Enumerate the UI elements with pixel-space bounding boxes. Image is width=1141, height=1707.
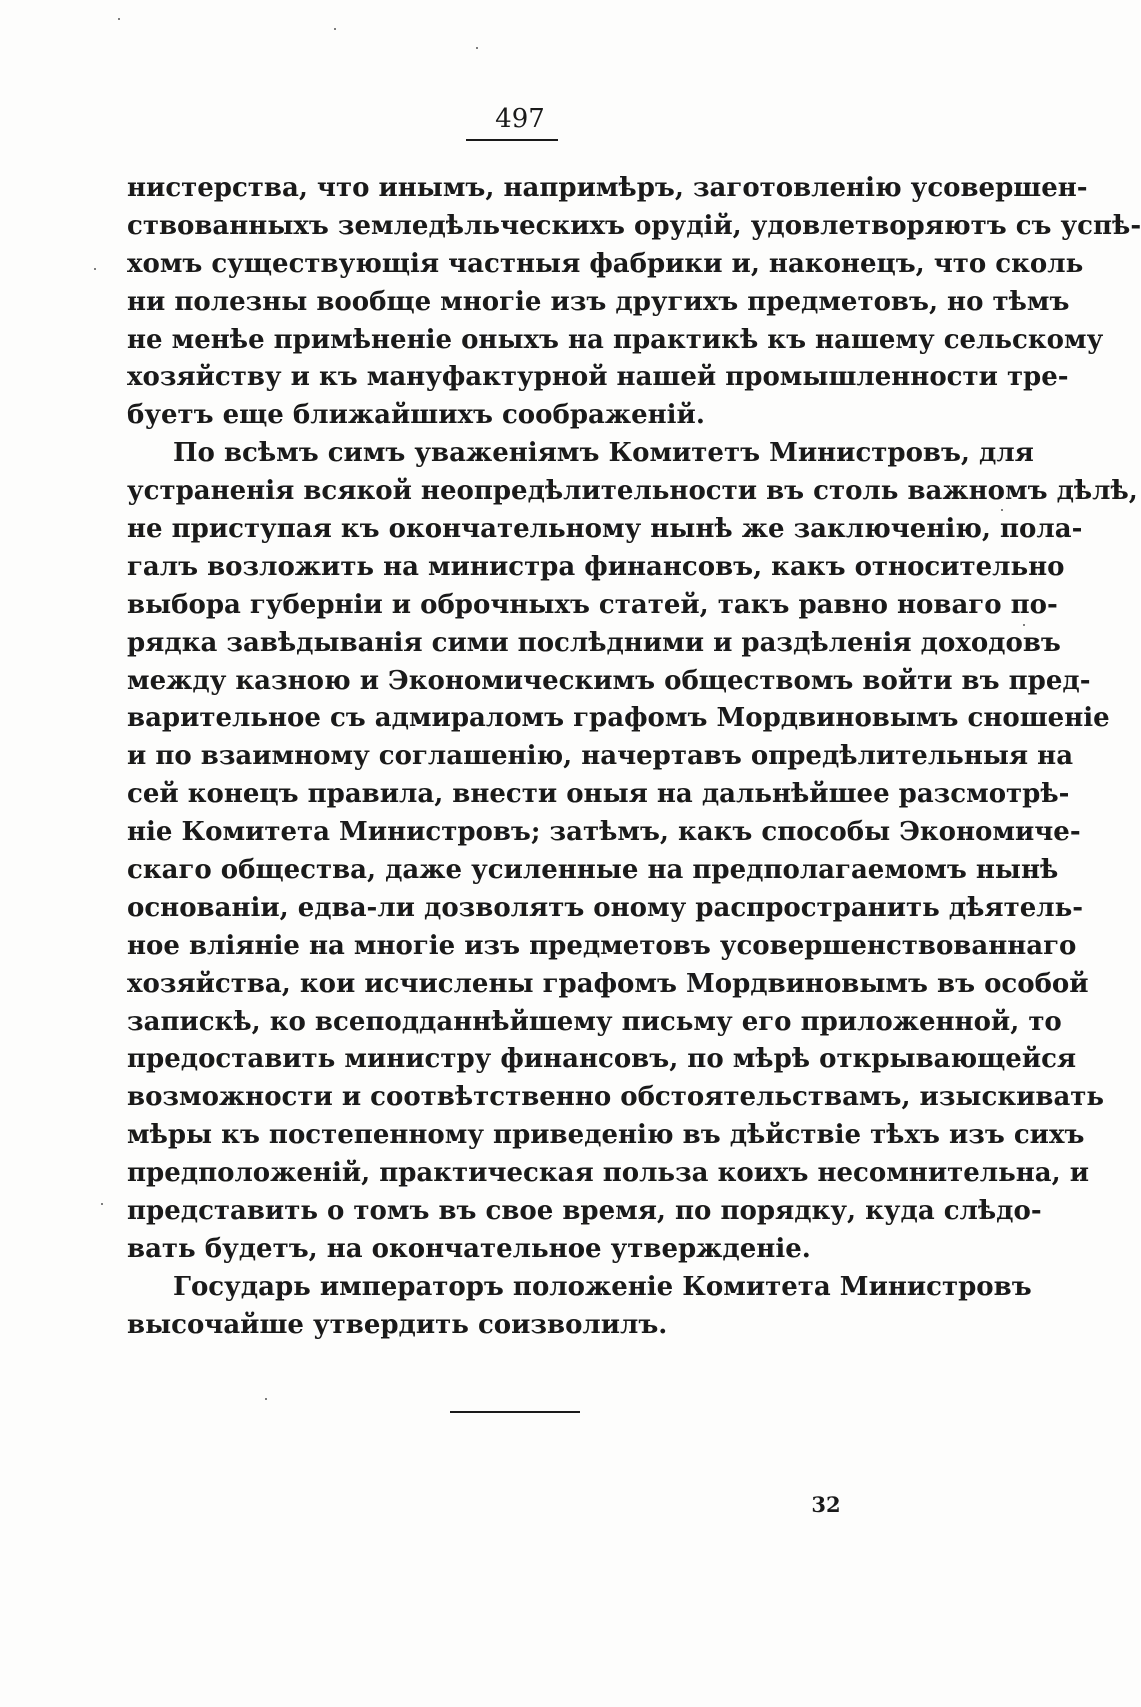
text-line: вать будетъ, на окончательное утвержденіе.	[127, 1233, 811, 1264]
scan-speck	[118, 18, 120, 20]
text-line: ни полезны вообще многіе изъ другихъ предметовъ, но тѣмъ	[127, 286, 1070, 317]
scan-speck	[101, 1203, 103, 1205]
text-line: буетъ еще ближайшихъ соображеній.	[127, 400, 705, 431]
text-line: сей конецъ правила, внести оныя на дальнѣйшее разсмотрѣ-	[127, 779, 1070, 810]
text-line: запискѣ, ко всеподданнѣйшему письму его приложенной, то	[127, 1006, 1062, 1037]
text-line: хозяйства, кои исчислены графомъ Мордвиновымъ въ особой	[127, 968, 1089, 999]
text-line: варительное съ адмираломъ графомъ Мордвиновымъ сношеніе	[127, 703, 1110, 734]
paragraph	[127, 435, 1138, 1269]
scan-speck	[476, 47, 478, 49]
text-line: мѣры къ постепенному приведенію въ дѣйствіе тѣхъ изъ сихъ	[127, 1120, 1085, 1151]
scan-speck	[1001, 509, 1003, 511]
text-line: выбора губерніи и оброчныхъ статей, такъ равно новаго по-	[127, 589, 1058, 620]
signature-mark: 32	[811, 1492, 841, 1517]
text-line: предоставить министру финансовъ, по мѣрѣ открывающейся	[127, 1044, 1077, 1075]
scan-speck	[1023, 624, 1025, 626]
text-line: основаніи, едва-ли дозволятъ оному распространить дѣятель-	[127, 892, 1084, 923]
text-line: между казною и Экономическимъ обществомъ войти въ пред-	[127, 665, 1091, 696]
text-line: ствованныхъ земледѣльческихъ орудій, удовлетворяютъ съ успѣ-	[127, 210, 1141, 241]
text-line: рядка завѣдыванія сими послѣдними и раздѣленія доходовъ	[127, 627, 1061, 658]
scan-speck	[265, 1398, 267, 1400]
text-line: Государь императоръ положеніе Комитета Министровъ	[173, 1271, 1032, 1302]
text-line: ніе Комитета Министровъ; затѣмъ, какъ способы Экономиче-	[127, 817, 1081, 848]
text-line: нистерства, что инымъ, напримѣръ, заготовленію усовершен-	[127, 173, 1088, 203]
text-line: устраненія всякой неопредѣлительности въ столь важномъ дѣлѣ,	[127, 476, 1138, 507]
page-number-underline	[466, 139, 558, 141]
body-text	[127, 170, 1141, 1345]
text-line: ное вліяніе на многіе изъ предметовъ усовершенствованнаго	[127, 930, 1077, 961]
scan-speck	[334, 28, 336, 30]
paragraph	[127, 1269, 1032, 1345]
page-number: 497	[495, 104, 545, 134]
end-rule	[450, 1411, 580, 1413]
text-line: хозяйству и къ мануфактурной нашей промышленности тре-	[127, 362, 1069, 393]
scan-speck	[94, 268, 96, 270]
text-line: хомъ существующія частныя фабрики и, наконецъ, что сколь	[127, 248, 1084, 279]
text-line: По всѣмъ симъ уваженіямъ Комитетъ Министровъ, для	[173, 438, 1034, 469]
text-line: предположеній, практическая польза коихъ несомнительна, и	[127, 1158, 1090, 1189]
text-line: не менѣе примѣненіе оныхъ на практикѣ къ нашему сельскому	[127, 324, 1104, 355]
text-line: возможности и соотвѣтственно обстоятельствамъ, изыскивать	[127, 1082, 1105, 1113]
text-line: не приступая къ окончательному нынѣ же заключенію, пола-	[127, 514, 1083, 545]
text-line: представить о томъ въ свое время, по порядку, куда слѣдо-	[127, 1196, 1042, 1227]
text-line: высочайше утвердить соизволилъ.	[127, 1309, 668, 1340]
text-line: и по взаимному соглашенію, начертавъ опредѣлительныя на	[127, 741, 1074, 772]
paragraph	[127, 170, 1141, 435]
text-line: скаго общества, даже усиленные на предполагаемомъ нынѣ	[127, 855, 1059, 886]
text-line: галъ возложить на министра финансовъ, какъ относительно	[127, 551, 1065, 582]
